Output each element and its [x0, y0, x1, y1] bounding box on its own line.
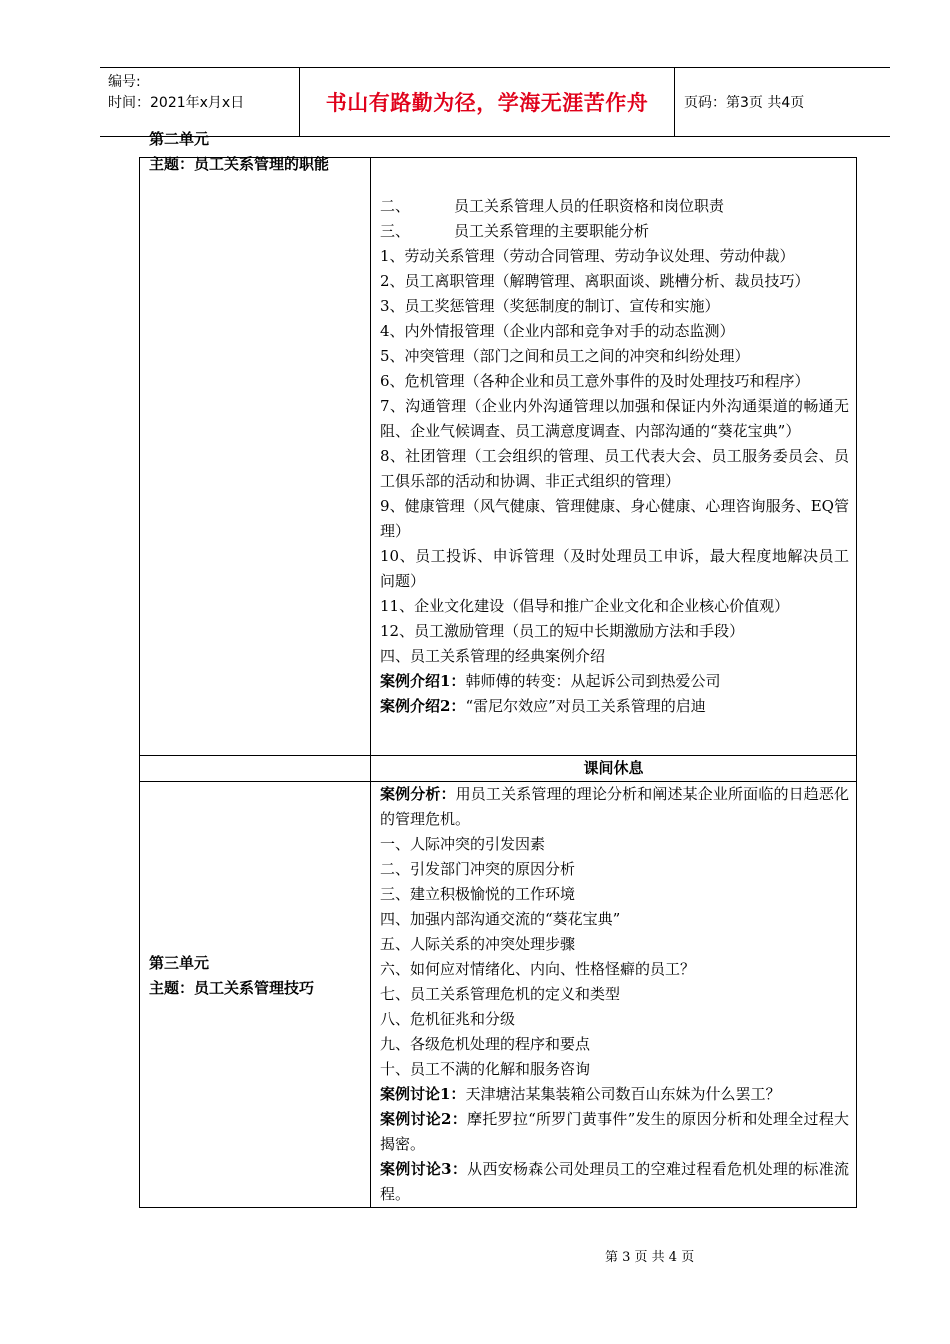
unit3-content-cell [371, 782, 857, 1208]
unit3-line [380, 1107, 849, 1157]
footer-page-number: 第 3 页 共 4 页 [605, 1250, 695, 1265]
unit2-line [380, 594, 849, 619]
unit3-line [380, 1082, 849, 1107]
line-text: 6、危机管理（各种企业和员工意外事件的及时处理技巧和程序） [380, 372, 810, 390]
line-text: 九、各级危机处理的程序和要点 [380, 1035, 591, 1053]
line-text: 摩托罗拉“所罗门黄事件”发生的原因分析和处理全过程大揭密。 [380, 1110, 849, 1153]
line-text: 7、沟通管理（企业内外沟通管理以加强和保证内外沟通渠道的畅通无阻、企业气候调查、员工满意度调查、内部沟通的“葵花宝典”） [380, 397, 849, 440]
line-text: 六、如何应对情绪化、内向、性格怪癖的员工？ [380, 960, 696, 978]
unit2-line [380, 319, 849, 344]
unit2-line [380, 669, 849, 694]
line-text: 天津塘沽某集装箱公司数百山东妹为什么罢工？ [465, 1085, 781, 1103]
unit2-content-cell [371, 158, 857, 756]
line-text-continued: 员工关系管理的主要职能分析 [454, 222, 650, 240]
break-label: 课间休息 [371, 756, 857, 782]
line-text: 3、员工奖惩管理（奖惩制度的制订、宣传和实施） [380, 297, 720, 315]
unit3-line [380, 982, 849, 1007]
line-text: 2、员工离职管理（解聘管理、离职面谈、跳槽分析、裁员技巧） [380, 272, 810, 290]
unit2-row [140, 158, 857, 756]
unit3-line [380, 1007, 849, 1032]
line-text: 四、员工关系管理的经典案例介绍 [380, 647, 606, 665]
line-text: 11、企业文化建设（倡导和推广企业文化和企业核心价值观） [380, 597, 790, 615]
unit3-line [380, 857, 849, 882]
case-label: 案例介绍2： [380, 697, 466, 715]
time-label: 时间：2021年x月x日 [108, 95, 245, 111]
case-label: 案例介绍1： [380, 672, 466, 690]
unit2-unit: 第二单元 [149, 129, 210, 148]
unit2-topic: 主题：员工关系管理的职能 [149, 154, 330, 173]
unit2-line [380, 244, 849, 269]
line-text: 十、员工不满的化解和服务咨询 [380, 1060, 591, 1078]
unit3-unit: 第三单元 [149, 953, 210, 972]
unit3-line [380, 1157, 849, 1207]
line-text: 用员工关系管理的理论分析和阐述某企业所面临的日趋恶化的管理危机。 [380, 785, 849, 828]
line-text: 二、 [380, 197, 411, 215]
case-label: 案例分析： [380, 785, 456, 803]
line-text: 四、加强内部沟通交流的“葵花宝典” [380, 910, 621, 928]
unit3-line [380, 932, 849, 957]
unit2-line [380, 644, 849, 669]
header-page-label: 页码：第3页 共4页 [684, 95, 805, 111]
unit2-line [380, 619, 849, 644]
unit3-line [380, 907, 849, 932]
unit3-title-cell [140, 782, 371, 1208]
unit2-line [380, 494, 849, 544]
line-text: 12、员工激励管理（员工的短中长期激励方法和手段） [380, 622, 745, 640]
unit2-line [380, 369, 849, 394]
line-text: 七、员工关系管理危机的定义和类型 [380, 985, 621, 1003]
line-text: 8、社团管理（工会组织的管理、员工代表大会、员工服务委员会、员工俱乐部的活动和协调、非正式组织的管理） [380, 447, 849, 490]
unit3-line [380, 882, 849, 907]
case-label: 案例讨论2： [380, 1110, 468, 1128]
unit2-title-cell [140, 129, 371, 756]
line-text: 9、健康管理（风气健康、管理健康、身心健康、心理咨询服务、EQ管理） [380, 497, 849, 540]
unit2-line [380, 294, 849, 319]
line-text: 韩师傅的转变：从起诉公司到热爱公司 [465, 672, 721, 690]
line-text-continued: 员工关系管理人员的任职资格和岗位职责 [454, 197, 725, 215]
break-empty-cell [140, 756, 371, 782]
break-row [140, 756, 857, 782]
unit2-line [380, 344, 849, 369]
line-text: 5、冲突管理（部门之间和员工之间的冲突和纠纷处理） [380, 347, 750, 365]
unit3-line [380, 957, 849, 982]
case-label: 案例讨论1： [380, 1085, 466, 1103]
line-text: 三、建立积极愉悦的工作环境 [380, 885, 576, 903]
unit2-line [380, 269, 849, 294]
line-text: 三、 [380, 222, 411, 240]
line-text: 1、劳动关系管理（劳动合同管理、劳动争议处理、劳动仲裁） [380, 247, 795, 265]
unit2-line [380, 444, 849, 494]
line-text: 10、员工投诉、申诉管理（及时处理员工申诉，最大程度地解决员工问题） [380, 547, 849, 590]
unit2-line [380, 194, 849, 219]
unit2-line [380, 544, 849, 594]
course-table [139, 129, 857, 1208]
line-text: 二、引发部门冲突的原因分析 [380, 860, 576, 878]
line-text: 五、人际关系的冲突处理步骤 [380, 935, 576, 953]
unit2-line [380, 219, 849, 244]
unit3-line [380, 832, 849, 857]
line-text: 八、危机征兆和分级 [380, 1010, 516, 1028]
unit3-row [140, 782, 857, 1208]
unit3-line [380, 1057, 849, 1082]
unit2-line [380, 694, 849, 719]
page-footer [0, 1246, 950, 1265]
line-text: “雷尼尔效应”对员工关系管理的启迪 [465, 697, 706, 715]
line-text: 从西安杨森公司处理员工的空难过程看危机处理的标准流程。 [380, 1160, 849, 1203]
line-text: 4、内外情报管理（企业内部和竞争对手的动态监测） [380, 322, 735, 340]
unit3-topic: 主题：员工关系管理技巧 [149, 978, 315, 997]
number-label: 编号: [108, 74, 141, 90]
unit3-line [380, 782, 849, 832]
unit3-line [380, 1032, 849, 1057]
unit2-line [380, 394, 849, 444]
case-label: 案例讨论3： [380, 1160, 468, 1178]
header-motto: 书山有路勤为径，学海无涯苦作舟 [300, 68, 675, 136]
line-text: 一、人际冲突的引发因素 [380, 835, 546, 853]
